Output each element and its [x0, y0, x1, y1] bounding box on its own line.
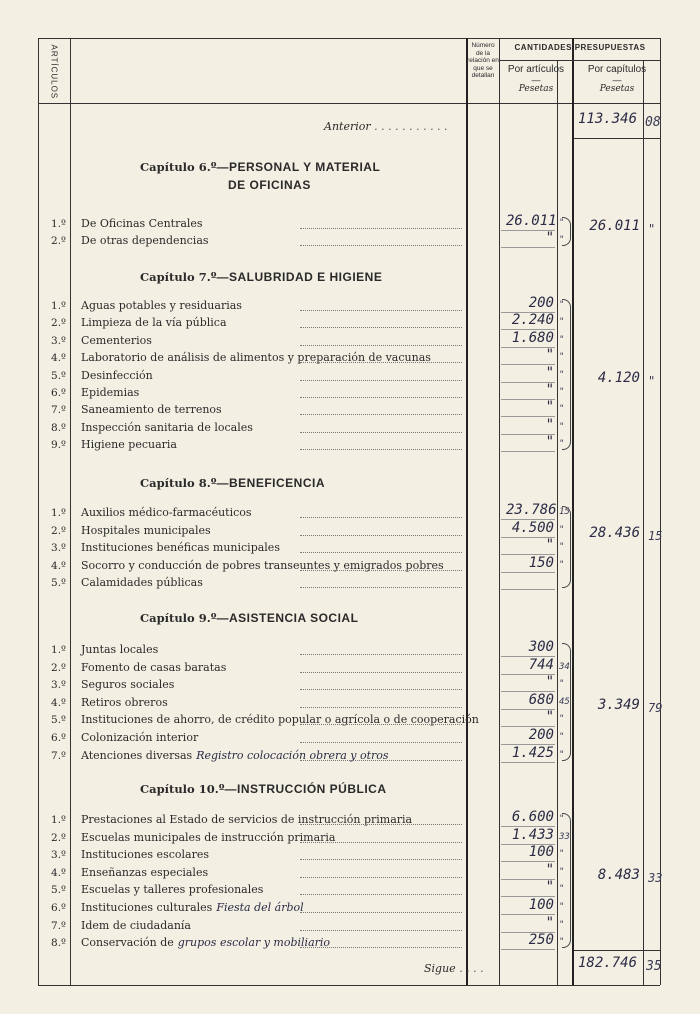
sigue-cents: 35 — [646, 959, 662, 974]
item-amount: 26.011 — [506, 213, 557, 229]
dotted-leader — [300, 947, 462, 948]
chapter-brace — [562, 506, 571, 588]
numero-relacion-header: Número de la relación en que se detallan — [467, 42, 499, 79]
item-cents: " — [559, 542, 565, 552]
dotted-leader — [300, 877, 462, 878]
item-label-text: Juntas locales — [81, 643, 159, 656]
item-amount: 150 — [528, 554, 554, 571]
dotted-leader — [300, 245, 462, 246]
item-label — [81, 661, 226, 675]
dotted-leader — [300, 380, 462, 381]
anterior-label: Anterior . . . . . . . . . . . — [324, 120, 448, 133]
chapter-title — [140, 476, 325, 490]
chapter-title — [140, 782, 387, 796]
dotted-leader — [300, 654, 462, 655]
anterior-cents: 08 — [645, 115, 661, 130]
item-label — [81, 421, 253, 435]
item-label-text: De otras dependencias — [81, 234, 209, 247]
chapter-brace — [562, 299, 571, 450]
item-number: 6.º — [51, 732, 66, 744]
item-label-text: Idem de ciudadanía — [81, 918, 191, 932]
item-label-text: Seguros sociales — [81, 678, 175, 692]
item-label — [81, 334, 152, 348]
item-amount: 6.600 — [511, 809, 554, 825]
item-amount: " — [545, 879, 554, 896]
item-label — [81, 438, 177, 452]
item-label-text: Fomento de casas baratas — [81, 660, 227, 674]
item-amount: 680 — [528, 691, 554, 708]
item-cents: " — [559, 404, 565, 415]
item-cents: 45 — [559, 696, 570, 707]
item-cents: " — [559, 732, 565, 742]
item-label-text: Escuelas municipales de instrucción primaria — [81, 830, 336, 844]
chapter-brace — [562, 643, 571, 761]
dotted-leader — [300, 859, 462, 860]
amount-baseline — [501, 451, 555, 452]
item-label — [81, 299, 242, 313]
item-label-text: Socorro y conducción de pobres transeuntes y emigrados pobres — [81, 558, 444, 572]
dotted-leader — [300, 587, 462, 588]
anterior-amount: 113.346 — [578, 111, 638, 127]
dotted-leader — [300, 724, 462, 725]
item-label-text: Desinfección — [81, 368, 153, 382]
amount-columns-divider — [572, 38, 574, 985]
item-number: 3.º — [51, 334, 66, 347]
item-cents: " — [559, 902, 565, 912]
bottom-border — [38, 985, 660, 986]
sigue-overline — [574, 950, 660, 951]
item-cents: " — [559, 300, 565, 310]
handwritten-note: grupos escolar y mobiliario — [177, 936, 331, 950]
item-amount: 1.425 — [511, 744, 554, 761]
item-number: 3.º — [51, 679, 66, 692]
chapter-number: Capítulo 9.º — [140, 611, 217, 625]
item-label-text: Higiene pecuaria — [81, 438, 177, 452]
item-number: 2.º — [51, 524, 66, 537]
chapter-number: Capítulo 8.º — [140, 476, 217, 490]
item-amount: " — [545, 861, 554, 878]
item-label — [81, 696, 168, 710]
dotted-leader — [300, 824, 462, 825]
header-bottom-border — [38, 103, 660, 104]
dotted-leader — [300, 930, 462, 931]
item-cents: " — [559, 884, 565, 895]
item-cents: " — [559, 352, 565, 363]
item-number: 6.º — [51, 387, 66, 399]
item-amount: " — [545, 416, 554, 433]
item-cents: " — [559, 387, 565, 397]
item-cents: " — [559, 866, 565, 877]
por-capitulos-pesetas: Pesetas — [599, 84, 635, 94]
item-cents: " — [559, 421, 565, 432]
articulos-cents-divider — [557, 60, 558, 985]
item-amount: 250 — [528, 932, 554, 949]
dotted-leader — [300, 517, 462, 518]
chapter-name: —BENEFICENCIA — [216, 476, 326, 490]
item-number: 4.º — [51, 352, 66, 365]
item-number: 5.º — [51, 714, 66, 727]
por-articulos-pesetas: Pesetas — [518, 84, 554, 94]
item-amount: 100 — [528, 897, 554, 913]
item-label-text: Calamidades públicas — [81, 576, 203, 589]
right-border — [660, 38, 661, 985]
item-cents: " — [559, 919, 565, 930]
item-amount: " — [545, 537, 554, 553]
chapter-brace — [562, 217, 571, 246]
dotted-leader — [300, 432, 462, 433]
item-label-text: Limpieza de la vía pública — [81, 316, 227, 330]
item-cents: " — [559, 559, 565, 570]
item-label-text: Retiros obreros — [81, 695, 168, 709]
item-number: 8.º — [51, 937, 66, 950]
item-amount: 300 — [528, 639, 554, 655]
dotted-leader — [300, 345, 462, 346]
top-border — [38, 38, 660, 39]
chapter-name: —PERSONAL Y MATERIAL — [216, 160, 381, 174]
chapter-title — [140, 160, 380, 174]
item-label-text: Prestaciones al Estado de servicios de instrucción primaria — [81, 813, 413, 826]
item-label-text: Instituciones escolares — [81, 848, 209, 862]
item-amount: 1.433 — [511, 826, 554, 843]
dotted-leader — [300, 449, 462, 450]
item-label-text: Conservación de — [81, 936, 174, 950]
item-number: 7.º — [51, 749, 66, 762]
dotted-leader — [300, 742, 462, 743]
item-number: 7.º — [51, 919, 66, 932]
item-number: 1.º — [51, 814, 66, 826]
item-cents: " — [559, 369, 565, 380]
item-number: 5.º — [51, 577, 66, 589]
item-amount: " — [545, 347, 554, 364]
chapter-number: Capítulo 7.º — [140, 270, 217, 284]
item-amount: " — [545, 382, 554, 398]
chapter-total-cents: " — [648, 373, 656, 388]
item-number: 9.º — [51, 439, 66, 452]
item-label — [81, 316, 227, 330]
dotted-leader — [300, 689, 462, 690]
chapter-total: 4.120 — [597, 369, 640, 386]
handwritten-note: Fiesta del árbol — [216, 901, 304, 914]
amount-baseline — [501, 762, 555, 763]
item-amount: 200 — [528, 727, 554, 743]
item-number: 2.º — [51, 831, 66, 844]
item-number: 3.º — [51, 542, 66, 554]
item-amount: " — [545, 914, 554, 931]
dotted-leader — [300, 842, 462, 843]
item-number: 2.º — [51, 235, 66, 247]
item-number: 5.º — [51, 369, 66, 382]
chapter-title — [140, 270, 382, 284]
capitulos-cents-divider — [643, 60, 644, 985]
item-number: 2.º — [51, 317, 66, 330]
dotted-leader — [300, 327, 462, 328]
amount-baseline — [501, 949, 555, 950]
chapter-title — [140, 611, 358, 625]
item-number: 3.º — [51, 849, 66, 862]
item-label — [81, 524, 211, 538]
dotted-leader — [300, 570, 462, 571]
item-cents: 34 — [559, 661, 570, 672]
item-label-text: Cementerios — [81, 333, 152, 347]
item-label — [81, 936, 330, 950]
chapter-total-cents: 33 — [648, 870, 663, 885]
item-amount: 744 — [528, 656, 554, 673]
sigue-amount: 182.746 — [578, 955, 638, 971]
item-cents: " — [559, 524, 565, 535]
item-amount: 2.240 — [511, 312, 554, 329]
item-label-text: Epidemias — [81, 386, 140, 399]
amount-baseline — [501, 247, 555, 248]
por-capitulos-header: Por capítulos — [587, 64, 647, 75]
item-amount: 100 — [528, 844, 554, 861]
item-number: 1.º — [51, 218, 66, 230]
item-cents: 15 — [559, 507, 570, 517]
item-cents: " — [559, 749, 565, 760]
chapter-number: Capítulo 6.º — [140, 160, 217, 174]
chapter-total: 28.436 — [589, 524, 640, 541]
dotted-leader — [300, 310, 462, 311]
dotted-leader — [300, 672, 462, 673]
item-amount: 4.500 — [511, 519, 554, 536]
sigue-label: Sigue . . . . — [424, 962, 484, 975]
item-number: 7.º — [51, 404, 66, 417]
item-amount: 200 — [528, 295, 554, 311]
item-cents: " — [559, 334, 565, 345]
item-label — [81, 919, 191, 933]
item-amount: 23.786 — [506, 502, 557, 518]
articulos-header: ARTÍCULOS — [49, 44, 59, 100]
chapter-title-line2: DE OFICINAS — [228, 178, 311, 192]
chapter-total-cents: 15 — [648, 528, 663, 543]
amount-baseline — [501, 589, 555, 590]
item-number: 1.º — [51, 300, 66, 312]
item-amount: " — [545, 364, 554, 381]
item-label-text: Inspección sanitaria de locales — [81, 420, 253, 434]
item-label — [81, 386, 139, 400]
item-label-text: Escuelas y talleres profesionales — [81, 883, 264, 897]
item-cents: " — [559, 849, 565, 860]
chapter-name: —SALUBRIDAD E HIGIENE — [216, 270, 383, 284]
item-label — [81, 643, 158, 657]
item-cents: 33 — [559, 831, 570, 842]
item-cents: " — [559, 714, 565, 725]
left-border — [38, 38, 39, 985]
item-number: 4.º — [51, 559, 66, 572]
item-amount: " — [545, 674, 554, 691]
dotted-leader — [300, 894, 462, 895]
item-cents: " — [559, 679, 565, 690]
item-label — [81, 506, 252, 520]
dotted-leader — [300, 707, 462, 708]
relacion-column-divider — [499, 38, 500, 985]
item-label-text: Aguas potables y residuarias — [81, 299, 242, 312]
dotted-leader — [300, 535, 462, 536]
por-articulos-dash: — — [531, 75, 541, 85]
item-cents: " — [559, 814, 565, 824]
dotted-leader — [300, 552, 462, 553]
dotted-leader — [300, 414, 462, 415]
item-label-text: Atenciones diversas — [81, 748, 193, 762]
item-number: 8.º — [51, 421, 66, 434]
item-label — [81, 866, 208, 880]
item-label — [81, 678, 174, 692]
item-cents: " — [559, 937, 565, 948]
chapter-total-cents: 79 — [648, 700, 663, 715]
dotted-leader — [300, 397, 462, 398]
dotted-leader — [300, 228, 462, 229]
item-label-text: Laboratorio de análisis de alimentos y preparación de vacunas — [81, 351, 431, 365]
dotted-leader — [300, 760, 462, 761]
item-label — [81, 901, 304, 915]
cantidades-presupuestas-header: CANTIDADES PRESUPUESTAS — [514, 43, 646, 52]
chapter-total-cents: " — [648, 221, 656, 236]
chapter-number: Capítulo 10.º — [140, 782, 225, 796]
item-cents: " — [559, 235, 565, 245]
item-amount: " — [545, 709, 554, 726]
chapter-name: —INSTRUCCIÓN PÚBLICA — [224, 782, 387, 796]
item-amount: " — [545, 230, 554, 246]
anterior-underline — [574, 138, 660, 139]
item-label-text: Auxilios médico-farmacéuticos — [81, 506, 252, 519]
item-number: 6.º — [51, 902, 66, 914]
chapter-brace — [562, 813, 571, 948]
item-cents: " — [559, 439, 565, 450]
item-label-text: Instituciones de ahorro, de crédito popular o agrícola o de cooperación — [81, 713, 479, 727]
item-label — [81, 369, 153, 383]
item-label — [81, 234, 209, 248]
por-articulos-header: Por artículos — [507, 64, 565, 75]
item-number: 4.º — [51, 696, 66, 709]
item-label — [81, 848, 209, 862]
chapter-total: 8.483 — [597, 866, 640, 883]
item-label-text: Instituciones culturales — [81, 901, 213, 914]
item-number: 1.º — [51, 644, 66, 656]
handwritten-note: Registro colocación obrera y otros — [196, 748, 389, 762]
item-label — [81, 731, 198, 745]
item-label-text: De Oficinas Centrales — [81, 217, 203, 230]
item-label — [81, 883, 263, 897]
chapter-total: 26.011 — [589, 217, 640, 234]
articulos-column-divider — [70, 38, 71, 985]
description-column-divider — [466, 38, 468, 985]
item-cents: " — [559, 218, 565, 228]
cantidades-header-divider — [499, 60, 660, 61]
item-label — [81, 576, 203, 590]
item-number: 5.º — [51, 884, 66, 897]
item-cents: " — [559, 317, 565, 328]
dotted-leader — [300, 362, 462, 363]
por-capitulos-dash: — — [612, 75, 622, 85]
item-label — [81, 403, 222, 417]
chapter-total: 3.349 — [597, 696, 640, 713]
item-label-text: Instituciones benéficas municipales — [81, 541, 280, 554]
dotted-leader — [300, 912, 462, 913]
item-label — [81, 831, 335, 845]
item-label-text: Colonización interior — [81, 731, 199, 744]
item-amount: " — [545, 399, 554, 416]
item-number: 1.º — [51, 507, 66, 519]
item-amount: " — [545, 434, 554, 451]
item-number: 2.º — [51, 661, 66, 674]
item-amount: 1.680 — [511, 329, 554, 346]
item-number: 4.º — [51, 866, 66, 879]
item-label-text: Enseñanzas especiales — [81, 865, 209, 879]
item-label — [81, 541, 280, 555]
item-label-text: Saneamiento de terrenos — [81, 403, 222, 417]
item-label — [81, 217, 203, 231]
amount-baseline — [501, 572, 555, 573]
chapter-name: —ASISTENCIA SOCIAL — [216, 611, 359, 625]
item-label-text: Hospitales municipales — [81, 523, 211, 537]
